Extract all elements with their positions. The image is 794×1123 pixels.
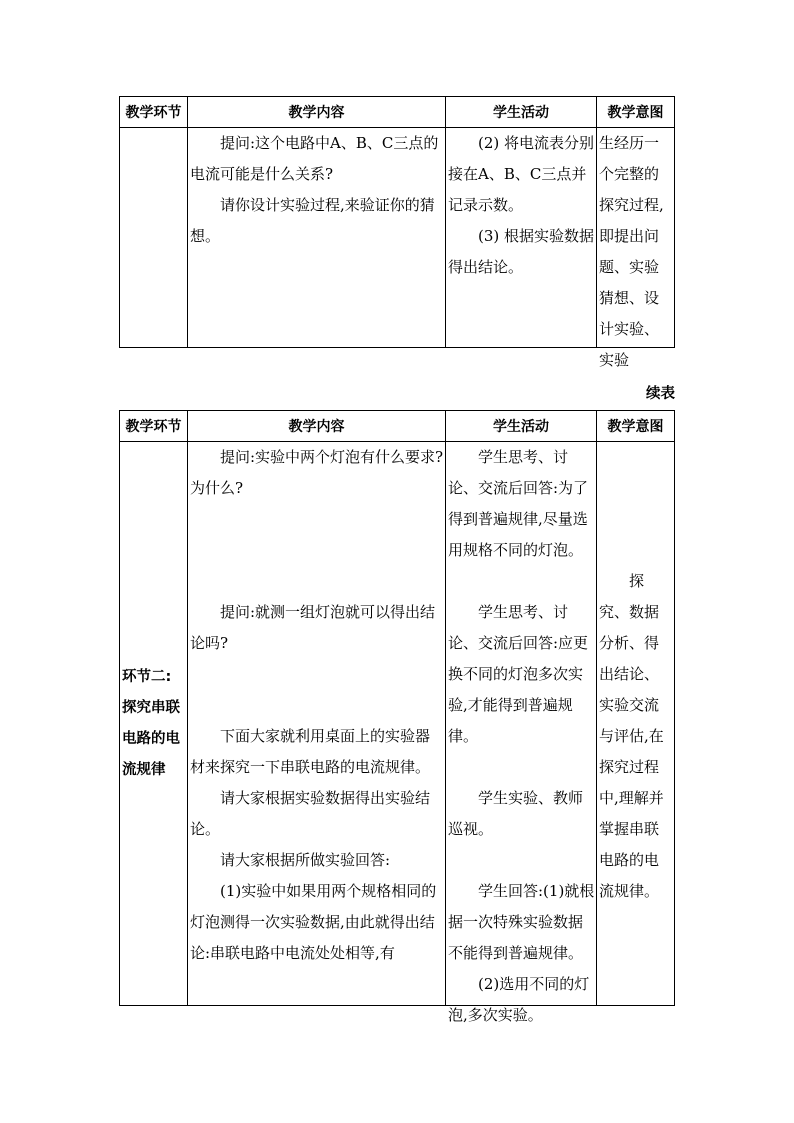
content-cell <box>188 442 446 1005</box>
header-stage: 教学环节 <box>120 97 188 127</box>
stage-cell <box>120 442 188 1005</box>
lesson-table-1 <box>119 96 675 369</box>
header-intent: 教学意图 <box>607 419 664 435</box>
table-body-row <box>120 128 674 369</box>
continued-label: 续表 <box>646 386 675 402</box>
header-content: 教学内容 <box>188 97 446 127</box>
content-paragraph: (1)实验中如果用两个规格相同的灯泡测得一次实验数据,由此就得出结论:串联电路中电流处处相等,有 <box>190 882 437 962</box>
activity-paragraph: 学生回答:(1)就根据一次特殊实验数据不能得到普遍规律。 <box>448 882 595 962</box>
activity-cell <box>446 442 597 1024</box>
intent-paragraph: 探究、数据分析、得出结论、实验交流与评估,在探究过程中,理解并掌握串联电路的电流规律。 <box>599 572 664 900</box>
content-paragraph: 请大家根据所做实验回答: <box>220 851 391 869</box>
table-header-row <box>120 97 674 128</box>
stage-cell <box>120 128 188 347</box>
table-body-row <box>120 442 674 1024</box>
activity-paragraph: (3) 根据实验数据得出结论。 <box>448 227 595 276</box>
header-activity: 学生活动 <box>446 97 597 127</box>
activity-cell <box>446 128 597 347</box>
activity-paragraph: (2)选用不同的灯泡,多次实验。 <box>448 975 590 1024</box>
intent-cell <box>597 442 674 1005</box>
header-stage: 教学环节 <box>120 411 188 441</box>
activity-paragraph: 学生实验、教师巡视。 <box>448 789 584 838</box>
table-header-row <box>120 411 674 442</box>
header-activity: 学生活动 <box>446 411 597 441</box>
content-paragraph: 下面大家就利用桌面上的实验器材来探究一下串联电路的电流规律。 <box>190 727 431 776</box>
header-content: 教学内容 <box>188 411 446 441</box>
content-paragraph: 请大家根据实验数据得出实验结论。 <box>190 789 431 838</box>
content-paragraph: 提问:实验中两个灯泡有什么要求?为什么? <box>190 448 444 497</box>
content-paragraph: 提问:就测一组灯泡就可以得出结论吗? <box>190 603 436 652</box>
lesson-table-2 <box>119 410 675 1024</box>
content-cell <box>188 128 446 347</box>
activity-paragraph: (2) 将电流表分别接在A、B、C三点并记录示数。 <box>448 134 595 214</box>
activity-paragraph: 学生思考、讨论、交流后回答:为了得到普遍规律,尽量选用规格不同的灯泡。 <box>448 448 589 559</box>
header-intent: 教学意图 <box>607 105 664 121</box>
activity-paragraph: 学生思考、讨论、交流后回答:应更换不同的灯泡多次实验,才能得到普遍规律。 <box>448 603 589 745</box>
content-paragraph: 请你设计实验过程,来验证你的猜想。 <box>190 196 435 245</box>
section-title: 环节二:探究串联电路的电流规律 <box>122 668 180 778</box>
content-paragraph: 提问:这个电路中A、B、C三点的电流可能是什么关系? <box>190 134 439 183</box>
intent-cell <box>597 128 674 369</box>
intent-paragraph: 生经历一个完整的探究过程,即提出问题、实验猜想、设计实验、实验 <box>599 134 664 369</box>
